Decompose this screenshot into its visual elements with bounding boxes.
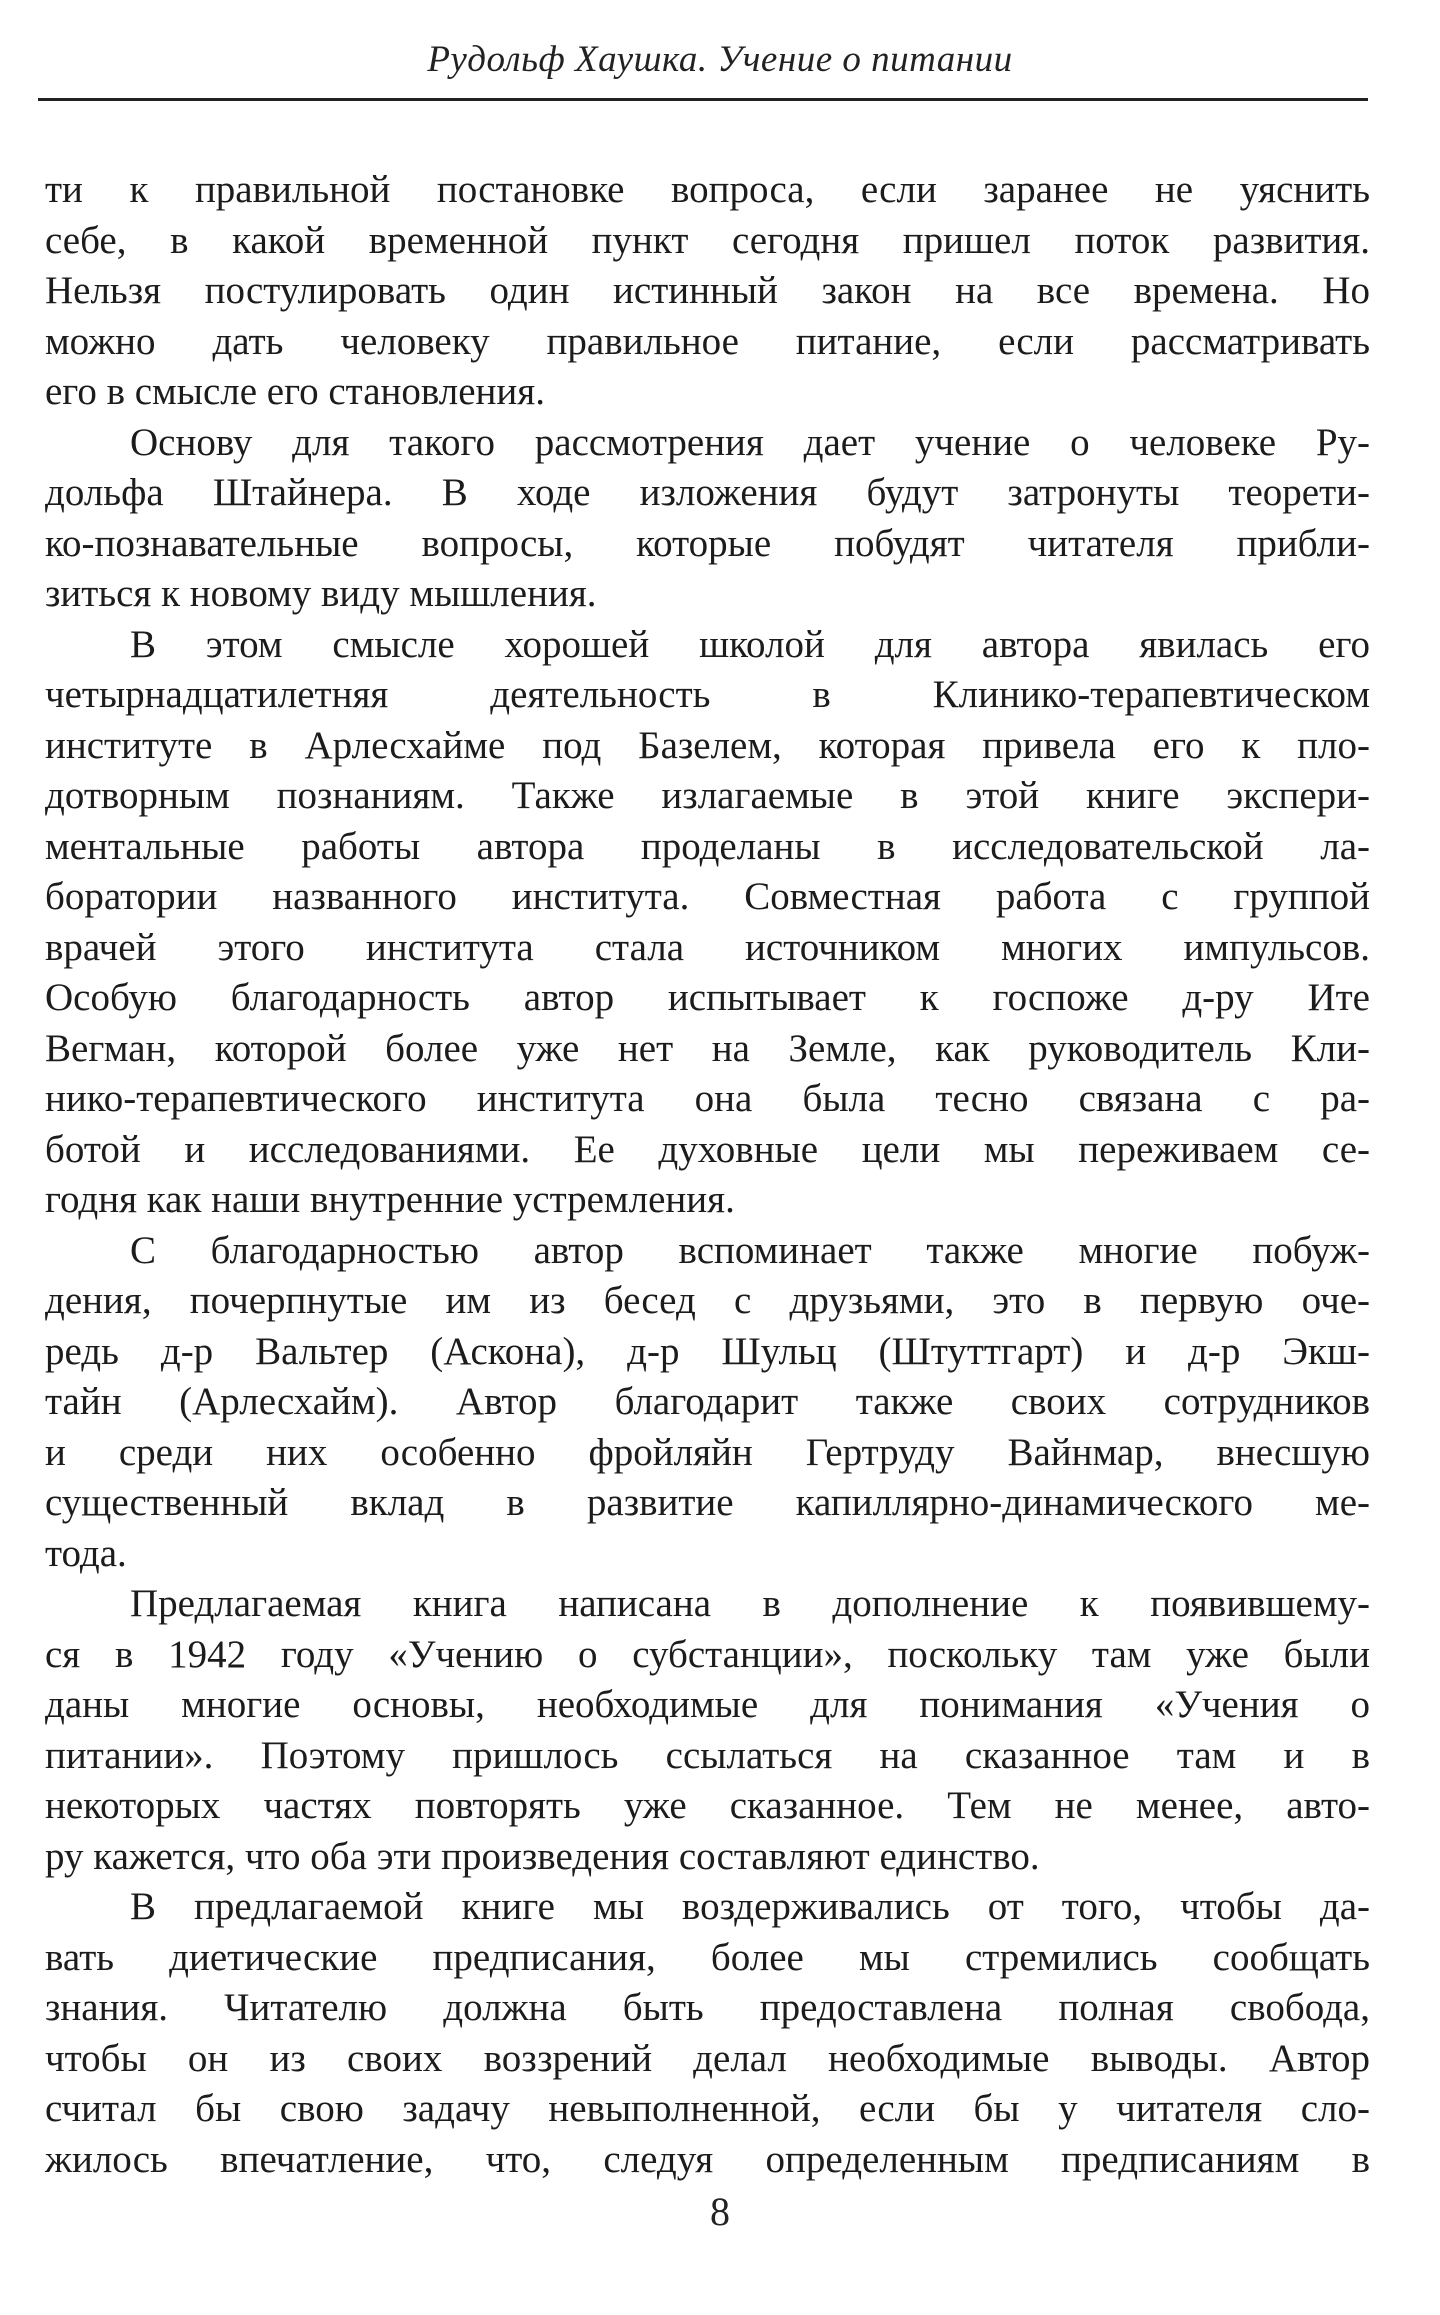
text-line: можно дать человеку правильное питание, если рассматривать [45, 319, 1370, 363]
paragraph [45, 165, 1370, 418]
text-line: четырнадцатилетняя деятельность в Клинико-терапевтическом [45, 673, 1370, 716]
text-line: существенный вклад в развитие капиллярно-динамического ме- [45, 1481, 1370, 1524]
paragraph [45, 1882, 1370, 2185]
body-text [45, 165, 1370, 2185]
text-line: С благодарностью автор вспоминает также многие побуж- [130, 1228, 1370, 1272]
text-line: питании». Поэтому пришлось ссылаться на сказанное там и в [45, 1733, 1370, 1777]
text-line: его в смысле его становления. [45, 370, 545, 413]
text-line: нико-терапевтического института она была тесно связана с ра- [45, 1077, 1370, 1120]
page-number: 8 [710, 2189, 730, 2234]
paragraph [45, 1579, 1370, 1882]
text-line: В предлагаемой книге мы воздерживались от того, чтобы да- [130, 1885, 1370, 1928]
text-line: знания. Читателю должна быть предоставлена полная свобода, [45, 1986, 1370, 2029]
text-line: зиться к новому виду мышления. [45, 572, 597, 615]
text-line: дольфа Штайнера. В ходе изложения будут затронуты теорети- [45, 471, 1370, 514]
text-line: тода. [45, 1531, 127, 1575]
paragraph [45, 1226, 1370, 1580]
text-line: дения, почерпнутые им из бесед с друзьями, это в первую оче- [45, 1279, 1370, 1322]
text-line: В этом смысле хорошей школой для автора явилась его [130, 622, 1370, 666]
text-line: тайн (Арлесхайм). Автор благодарит также своих сотрудников [45, 1380, 1370, 1423]
text-line: ботой и исследованиями. Ее духовные цели мы переживаем се- [45, 1127, 1370, 1171]
text-line: вать диетические предписания, более мы стремились сообщать [45, 1935, 1370, 1979]
text-line: боратории названного института. Совместная работа с группой [45, 875, 1370, 918]
text-line: ментальные работы автора проделаны в исследовательской ла- [45, 824, 1370, 868]
text-line: считал бы свою задачу невыполненной, если бы у читателя сло- [45, 2087, 1370, 2130]
text-line: редь д-р Вальтер (Аскона), д-р Шульц (Штуттгарт) и д-р Экш- [45, 1329, 1370, 1373]
text-line: Нельзя постулировать один истинный закон на все времена. Но [45, 269, 1370, 312]
text-line: жилось впечатление, что, следуя определенным предписаниям в [45, 2137, 1370, 2181]
text-line: ко-познавательные вопросы, которые побудят читателя прибли- [45, 521, 1370, 565]
text-line: некоторых частях повторять уже сказанное. Тем не менее, авто- [45, 1784, 1370, 1827]
text-line: ти к правильной постановке вопроса, если заранее не уяснить [45, 168, 1370, 211]
text-line: чтобы он из своих воззрений делал необходимые выводы. Автор [45, 2036, 1370, 2080]
text-line: Основу для такого рассмотрения дает учение о человеке Ру- [130, 420, 1370, 464]
text-line: институте в Арлесхайме под Базелем, которая привела его к пло- [45, 723, 1370, 767]
text-line: ся в 1942 году «Учению о субстанции», поскольку там уже были [45, 1632, 1370, 1676]
text-line: ру кажется, что оба эти произведения составляют единство. [45, 1834, 1040, 1878]
text-line: Особую благодарность автор испытывает к госпоже д-ру Ите [45, 976, 1370, 1019]
paragraph [45, 418, 1370, 620]
text-line: Предлагаемая книга написана в дополнение к появившему- [130, 1582, 1370, 1625]
text-line: себе, в какой временной пункт сегодня пришел поток развития. [45, 218, 1370, 262]
header-rule [38, 98, 1368, 101]
text-line: годня как наши внутренние устремления. [45, 1178, 735, 1221]
text-line: Вегман, которой более уже нет на Земле, как руководитель Кли- [45, 1026, 1370, 1070]
text-line: дотворным познаниям. Также излагаемые в этой книге экспери- [45, 774, 1370, 817]
text-line: даны многие основы, необходимые для понимания «Учения о [45, 1683, 1370, 1726]
paragraph [45, 620, 1370, 1226]
running-title: Рудольф Хаушка. Учение о питании [427, 39, 1013, 80]
text-line: и среди них особенно фройляйн Гертруду Вайнмар, внесшую [45, 1430, 1370, 1474]
text-line: врачей этого института стала источником многих импульсов. [45, 925, 1370, 969]
